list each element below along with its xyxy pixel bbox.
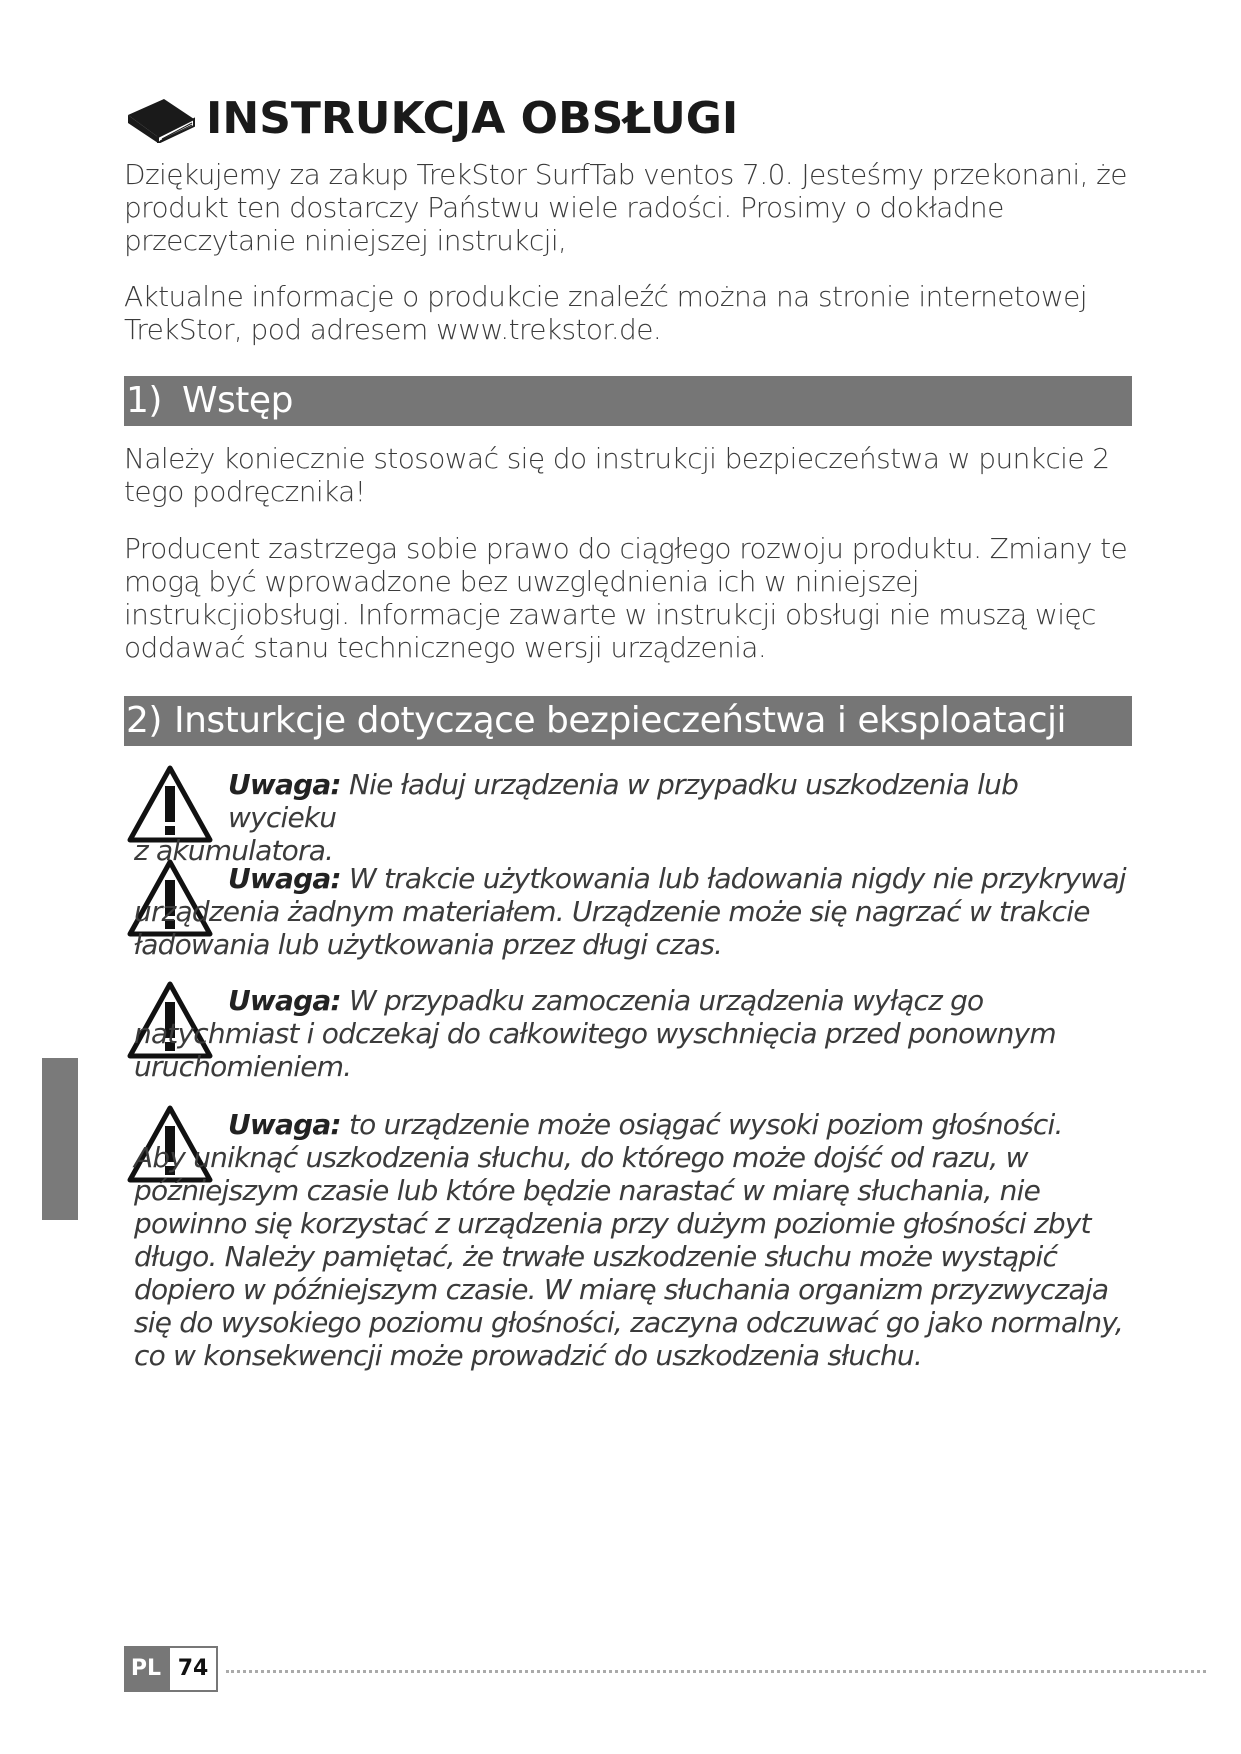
warning-label: Uwaga: [228,1108,341,1141]
warning-first-line: W przypadku zamoczenia urządzenia wyłącz go [348,984,984,1017]
section-heading-safety [124,696,1132,746]
warning-label: Uwaga: [228,768,341,801]
intro-paragraph-1: Dziękujemy za zakup TrekStor SurfTab ventos 7.0. Jesteśmy przekonani, że produkt ten dostarczy Państwu wiele radości. Prosimy o dokładne przeczytanie niniejszej instrukcji, [124,158,1127,257]
page-title: INSTRUKCJA OBSŁUGI [206,92,739,144]
side-thumb-tab [42,1058,78,1220]
warning-label: Uwaga: [228,984,341,1017]
page-footer [124,1646,1206,1692]
intro-paragraph-2: Aktualne informacje o produkcie znaleźć można na stronie internetowej TrekStor, pod adresem www.trekstor.de. [124,280,1087,346]
page-header [124,88,738,148]
section1-paragraph-2: Producent zastrzega sobie prawo do ciągłego rozwoju produktu. Zmiany te mogą być wprowadzone bez uwzględnienia ich w niniejszej instrukcjiobsługi. Informacje zawarte w instrukcji obsługi nie muszą więc oddawać stanu technicznego wersji urządzenia. [124,532,1128,664]
warning-text [124,1108,1134,1372]
footer-dotted-line [226,1670,1206,1673]
warning-text [124,984,1134,1083]
warning-block [124,984,1134,1083]
warning-first-line: to urządzenie może osiągać wysoki poziom głośności. [348,1108,1063,1141]
warning-block [124,862,1134,961]
language-tab: PL [124,1646,168,1692]
warning-continuation: urządzenia żadnym materiałem. Urządzenie może się nagrzać w trakcie ładowania lub użytkowania przez długi czas. [134,895,1090,961]
book-icon [124,93,196,143]
section-title: Insturkcje dotyczące bezpieczeństwa i eksploatacji [173,700,1067,741]
warning-text [124,768,1134,867]
section-heading-introduction [124,376,1132,426]
warning-continuation: Aby uniknąć uszkodzenia słuchu, do którego może dojść od razu, w późniejszym czasie lub które będzie narastać w miarę słuchania, nie powinno się korzystać z urządzenia przy dużym poziomie głośności zbyt długo. Należy pamiętać, że trwałe uszkodzenie słuchu może wystąpić dopiero w późniejszym czasie. W miarę słuchania organizm przyzwyczaja się do wysokiego poziomu głośności, zaczyna odczuwać go jako normalny, co w konsekwencji może prowadzić do uszkodzenia słuchu. [134,1141,1123,1372]
warning-label: Uwaga: [228,862,341,895]
warning-text [124,862,1134,961]
warning-first-line: Nie ładuj urządzenia w przypadku uszkodzenia lub wycieku [228,768,1019,834]
warning-continuation: natychmiast i odczekaj do całkowitego wyschnięcia przed ponownym uruchomieniem. [134,1017,1056,1083]
section1-paragraph-1: Należy koniecznie stosować się do instrukcji bezpieczeństwa w punkcie 2 tego podręcznika! [124,442,1110,508]
warning-block [124,1108,1134,1372]
section-title: Wstęp [181,380,293,421]
warning-continuation: z akumulatora. [134,834,334,867]
section-number: 2) [126,700,162,741]
warning-block [124,768,1134,867]
page-number: 74 [168,1646,218,1692]
section-number: 1) [126,380,162,421]
warning-first-line: W trakcie użytkowania lub ładowania nigdy nie przykrywaj [348,862,1126,895]
